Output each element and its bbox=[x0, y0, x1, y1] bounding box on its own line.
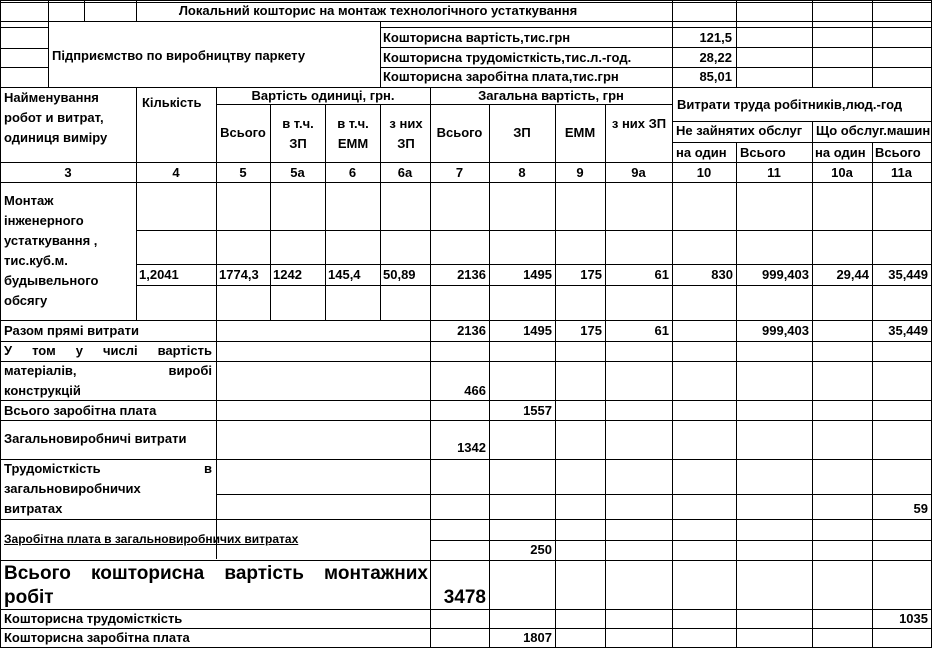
col-number: 3 bbox=[64, 165, 72, 180]
col-number: 5а bbox=[290, 165, 305, 180]
row-materials-line3: конструкцій bbox=[4, 383, 81, 398]
row-grand-total-line1: Всього кошторисна вартість монтажних bbox=[4, 563, 428, 584]
col-number: 11а bbox=[891, 165, 912, 180]
header-not-employed: Не зайнятих обслуг bbox=[676, 124, 803, 138]
header-unit-total: Всього bbox=[220, 125, 266, 140]
header-per-one-b: на один bbox=[815, 145, 866, 160]
col-number: 5 bbox=[239, 165, 247, 180]
grand-total-c7: 3478 bbox=[443, 587, 486, 608]
montage-c8: 1495 bbox=[523, 267, 552, 282]
header-total-cost: Загальна вартість, грн bbox=[478, 88, 624, 103]
header-unit-cost: Вартість одиниці, грн. bbox=[251, 88, 395, 103]
summary-value-cost: 121,5 bbox=[699, 30, 732, 45]
direct-c7: 2136 bbox=[457, 323, 486, 338]
header-total-emm: ЕММ bbox=[564, 125, 596, 140]
summary-label-salary: Кошторисна заробітна плата,тис.грн bbox=[383, 69, 619, 84]
row-montage-name: Монтаж інженерного устаткування , тис.куб.м. будывельного обсягу bbox=[4, 193, 99, 308]
row-labor-overhead-line1: Трудомісткість в bbox=[4, 461, 212, 476]
row-materials-line2: матеріалів, виробі bbox=[4, 363, 212, 378]
header-total-of-zp: з них ЗП bbox=[611, 116, 667, 131]
salary-estimate-c8: 1807 bbox=[523, 630, 552, 645]
montage-c11a: 35,449 bbox=[888, 267, 928, 282]
materials-c7: 466 bbox=[464, 383, 486, 398]
row-labor-overhead-line3: витратах bbox=[4, 501, 63, 516]
header-unit-of-zp: з них ЗП bbox=[389, 116, 423, 151]
col-number: 6а bbox=[397, 165, 413, 180]
row-labor-overhead-line2: загальновиробничих bbox=[4, 481, 141, 496]
header-per-one-a: на один bbox=[676, 145, 727, 160]
direct-c11: 999,403 bbox=[762, 323, 809, 338]
salary-overhead-c8: 250 bbox=[530, 542, 552, 557]
header-total-total: Всього bbox=[436, 125, 483, 140]
row-direct-name: Разом прямі витрати bbox=[4, 323, 139, 338]
labor-intensity-c11a: 1035 bbox=[899, 611, 928, 626]
row-salary-total-name: Всього заробітна плата bbox=[4, 403, 157, 418]
header-total-labor-a: Всього bbox=[740, 145, 786, 160]
row-salary-overhead-name: Заробітна плата в загальновиробничих витратах bbox=[4, 532, 299, 546]
header-employed: Що обслуг.машин bbox=[816, 124, 931, 138]
direct-c9a: 61 bbox=[654, 323, 669, 338]
montage-c6a: 50,89 bbox=[383, 267, 416, 282]
col-number: 7 bbox=[455, 165, 464, 180]
header-unit-zp: в т.ч. ЗП bbox=[282, 116, 314, 151]
enterprise-name: Підприємство по виробництву паркету bbox=[52, 48, 306, 63]
montage-c5: 1774,3 bbox=[219, 267, 259, 282]
montage-c10a: 29,44 bbox=[836, 267, 869, 282]
row-salary-estimate-name: Кошторисна заробітна плата bbox=[4, 630, 190, 645]
row-overhead-name: Загальновиробничі витрати bbox=[4, 431, 187, 446]
montage-c9a: 61 bbox=[654, 267, 669, 282]
labor-overhead-c11a: 59 bbox=[913, 501, 928, 516]
sheet-title: Локальний кошторис на монтаж технологічного устаткування bbox=[178, 3, 578, 18]
row-grand-total-line2: робіт bbox=[4, 587, 54, 608]
montage-c5a: 1242 bbox=[273, 267, 302, 282]
row-materials-line1: У том у числі вартість bbox=[4, 343, 212, 358]
direct-c8: 1495 bbox=[523, 323, 552, 338]
montage-c11: 999,403 bbox=[762, 267, 809, 282]
salary-total-c8: 1557 bbox=[523, 403, 552, 418]
col-number: 11 bbox=[767, 165, 781, 180]
montage-c9: 175 bbox=[580, 267, 602, 282]
header-quantity: Кількість bbox=[142, 95, 202, 110]
overhead-c7: 1342 bbox=[457, 440, 486, 455]
col-number: 4 bbox=[172, 165, 180, 180]
col-number: 9а bbox=[631, 165, 646, 180]
header-name: Найменування робот и витрат, одиниця виміру bbox=[4, 90, 108, 145]
col-number: 10а bbox=[831, 165, 853, 180]
montage-qty: 1,2041 bbox=[139, 267, 179, 282]
header-total-labor-b: Всього bbox=[875, 145, 921, 160]
direct-c11a: 35,449 bbox=[888, 323, 928, 338]
header-total-zp: ЗП bbox=[513, 125, 531, 140]
header-labor: Витрати труда робітників,люд.-год bbox=[677, 97, 903, 112]
summary-value-salary: 85,01 bbox=[699, 69, 732, 84]
summary-label-cost: Кошторисна вартість,тис.грн bbox=[383, 30, 571, 45]
col-number: 9 bbox=[576, 165, 584, 180]
col-number: 8 bbox=[518, 165, 526, 180]
summary-value-labor: 28,22 bbox=[699, 50, 732, 65]
col-number: 10 bbox=[696, 165, 712, 180]
montage-c6: 145,4 bbox=[328, 267, 361, 282]
summary-label-labor: Кошторисна трудомісткість,тис.л.-год. bbox=[383, 50, 632, 65]
montage-c10: 830 bbox=[711, 267, 733, 282]
row-labor-intensity-name: Кошторисна трудомісткість bbox=[4, 611, 183, 626]
header-unit-emm: в т.ч. ЕММ bbox=[337, 116, 369, 151]
montage-c7: 2136 bbox=[457, 267, 486, 282]
col-number: 6 bbox=[348, 165, 357, 180]
direct-c9: 175 bbox=[580, 323, 602, 338]
